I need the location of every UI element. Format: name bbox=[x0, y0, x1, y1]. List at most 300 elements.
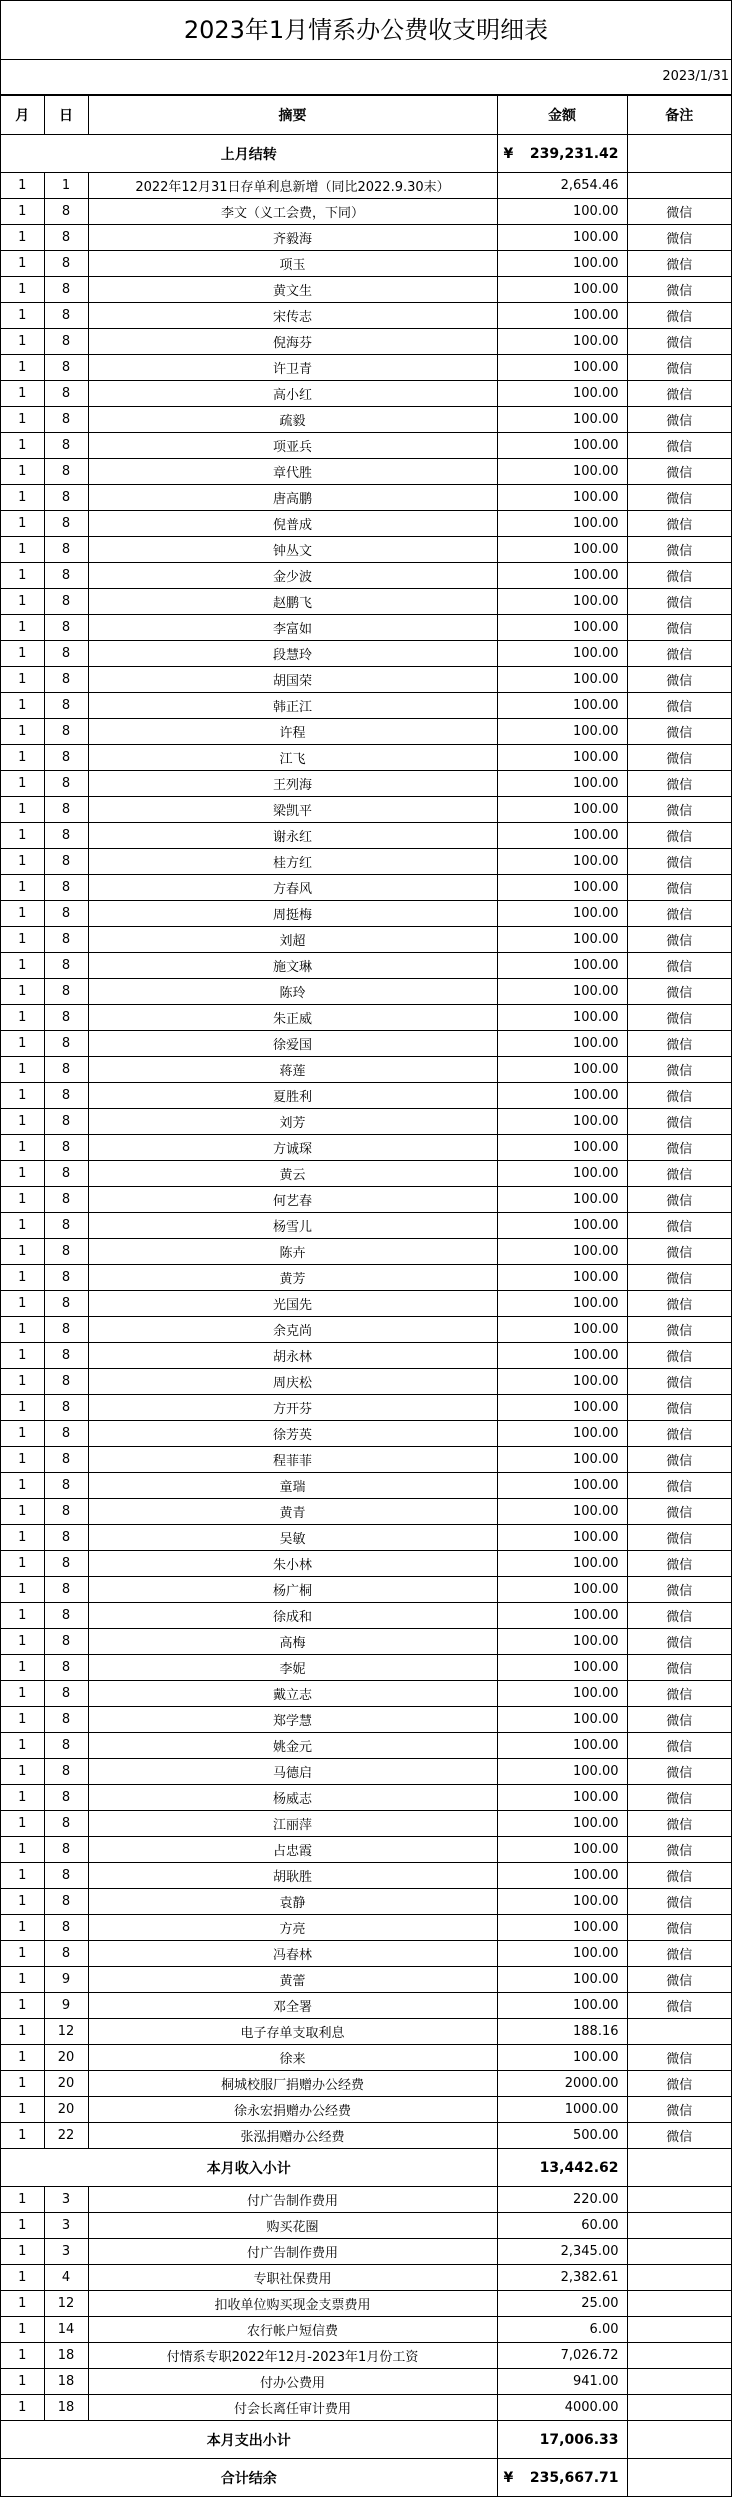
table-row bbox=[1, 2213, 731, 2239]
table-row bbox=[1, 2097, 731, 2123]
table-row bbox=[1, 1239, 731, 1265]
cell-amount: 100.00 bbox=[497, 979, 627, 1005]
cell-note bbox=[627, 2265, 731, 2291]
expense-subtotal-amount: 17,006.33 bbox=[497, 2421, 627, 2459]
cell-day: 8 bbox=[44, 1473, 88, 1499]
cell-month: 1 bbox=[1, 771, 44, 797]
cell-note: 微信 bbox=[627, 329, 731, 355]
cell-amount: 100.00 bbox=[497, 615, 627, 641]
cell-summary: 袁静 bbox=[88, 1889, 497, 1915]
cell-summary: 刘芳 bbox=[88, 1109, 497, 1135]
cell-amount: 100.00 bbox=[497, 1447, 627, 1473]
cell-amount: 100.00 bbox=[497, 719, 627, 745]
cell-note: 微信 bbox=[627, 901, 731, 927]
table-row bbox=[1, 329, 731, 355]
table-row bbox=[1, 1369, 731, 1395]
cell-note: 微信 bbox=[627, 1733, 731, 1759]
cell-summary: 付情系专职2022年12月-2023年1月份工资 bbox=[88, 2343, 497, 2369]
cell-day: 8 bbox=[44, 771, 88, 797]
cell-note bbox=[627, 2019, 731, 2045]
cell-amount: 100.00 bbox=[497, 1993, 627, 2019]
table-row bbox=[1, 1759, 731, 1785]
cell-day: 8 bbox=[44, 953, 88, 979]
income-subtotal-row bbox=[1, 2149, 731, 2187]
cell-summary: 江丽萍 bbox=[88, 1811, 497, 1837]
cell-note: 微信 bbox=[627, 1447, 731, 1473]
cell-amount: 100.00 bbox=[497, 589, 627, 615]
cell-day: 8 bbox=[44, 1187, 88, 1213]
table-row bbox=[1, 2291, 731, 2317]
cell-month: 1 bbox=[1, 173, 44, 199]
cell-month: 1 bbox=[1, 355, 44, 381]
cell-month: 1 bbox=[1, 1109, 44, 1135]
cell-summary: 王列海 bbox=[88, 771, 497, 797]
cell-day: 18 bbox=[44, 2369, 88, 2395]
table-row bbox=[1, 1681, 731, 1707]
cell-day: 8 bbox=[44, 615, 88, 641]
cell-month: 1 bbox=[1, 1343, 44, 1369]
cell-summary: 杨雪儿 bbox=[88, 1213, 497, 1239]
cell-amount: 100.00 bbox=[497, 901, 627, 927]
table-row bbox=[1, 1187, 731, 1213]
cell-day: 8 bbox=[44, 1785, 88, 1811]
cell-month: 1 bbox=[1, 277, 44, 303]
table-row bbox=[1, 381, 731, 407]
cell-summary: 黄芳 bbox=[88, 1265, 497, 1291]
cell-summary: 蒋莲 bbox=[88, 1057, 497, 1083]
cell-summary: 徐成和 bbox=[88, 1603, 497, 1629]
cell-month: 1 bbox=[1, 1967, 44, 1993]
cell-month: 1 bbox=[1, 459, 44, 485]
cell-month: 1 bbox=[1, 719, 44, 745]
cell-note: 微信 bbox=[627, 823, 731, 849]
cell-summary: 徐来 bbox=[88, 2045, 497, 2071]
table-row bbox=[1, 563, 731, 589]
table-row bbox=[1, 615, 731, 641]
cell-month: 1 bbox=[1, 1213, 44, 1239]
cell-amount: 100.00 bbox=[497, 1187, 627, 1213]
income-rows bbox=[1, 173, 731, 2149]
table-row bbox=[1, 2395, 731, 2421]
ledger-body bbox=[1, 96, 731, 173]
cell-month: 1 bbox=[1, 953, 44, 979]
table-row bbox=[1, 1265, 731, 1291]
cell-summary: 黄蕾 bbox=[88, 1967, 497, 1993]
cell-summary: 高小红 bbox=[88, 381, 497, 407]
cell-summary: 农行帐户短信费 bbox=[88, 2317, 497, 2343]
cell-amount: 100.00 bbox=[497, 1811, 627, 1837]
cell-note: 微信 bbox=[627, 771, 731, 797]
table-row bbox=[1, 1057, 731, 1083]
cell-month: 1 bbox=[1, 1681, 44, 1707]
cell-summary: 赵鹏飞 bbox=[88, 589, 497, 615]
cell-amount: 100.00 bbox=[497, 1083, 627, 1109]
cell-day: 8 bbox=[44, 641, 88, 667]
table-row bbox=[1, 1161, 731, 1187]
cell-note: 微信 bbox=[627, 303, 731, 329]
cell-month: 1 bbox=[1, 1161, 44, 1187]
cell-note: 微信 bbox=[627, 1317, 731, 1343]
cell-month: 1 bbox=[1, 251, 44, 277]
cell-day: 8 bbox=[44, 875, 88, 901]
cell-summary: 黄文生 bbox=[88, 277, 497, 303]
cell-month: 1 bbox=[1, 1395, 44, 1421]
cell-amount: 100.00 bbox=[497, 1707, 627, 1733]
expense-subtotal-label: 本月支出小计 bbox=[1, 2421, 497, 2459]
cell-summary: 齐毅海 bbox=[88, 225, 497, 251]
cell-day: 20 bbox=[44, 2045, 88, 2071]
cell-day: 8 bbox=[44, 1915, 88, 1941]
expense-subtotal-note bbox=[627, 2421, 731, 2459]
cell-note: 微信 bbox=[627, 2097, 731, 2123]
cell-month: 1 bbox=[1, 1603, 44, 1629]
cell-day: 20 bbox=[44, 2071, 88, 2097]
opening-amount-cell bbox=[497, 135, 627, 173]
cell-month: 1 bbox=[1, 2097, 44, 2123]
cell-summary: 江飞 bbox=[88, 745, 497, 771]
cell-note: 微信 bbox=[627, 927, 731, 953]
cell-month: 1 bbox=[1, 745, 44, 771]
cell-month: 1 bbox=[1, 2369, 44, 2395]
cell-month: 1 bbox=[1, 2123, 44, 2149]
cell-note: 微信 bbox=[627, 1161, 731, 1187]
table-row bbox=[1, 1733, 731, 1759]
cell-summary: 章代胜 bbox=[88, 459, 497, 485]
cell-day: 8 bbox=[44, 1577, 88, 1603]
cell-note: 微信 bbox=[627, 199, 731, 225]
cell-amount: 100.00 bbox=[497, 1369, 627, 1395]
cell-month: 1 bbox=[1, 1629, 44, 1655]
cell-month: 1 bbox=[1, 1915, 44, 1941]
cell-note: 微信 bbox=[627, 1083, 731, 1109]
cell-month: 1 bbox=[1, 875, 44, 901]
cell-note: 微信 bbox=[627, 1681, 731, 1707]
cell-summary: 黄青 bbox=[88, 1499, 497, 1525]
cell-summary: 谢永红 bbox=[88, 823, 497, 849]
cell-summary: 付广告制作费用 bbox=[88, 2239, 497, 2265]
income-subtotal-label: 本月收入小计 bbox=[1, 2149, 497, 2187]
table-row bbox=[1, 199, 731, 225]
cell-amount: 100.00 bbox=[497, 199, 627, 225]
cell-note: 微信 bbox=[627, 459, 731, 485]
cell-month: 1 bbox=[1, 433, 44, 459]
table-row bbox=[1, 2343, 731, 2369]
cell-day: 8 bbox=[44, 1499, 88, 1525]
cell-day: 8 bbox=[44, 303, 88, 329]
expense-subtotal-row bbox=[1, 2421, 731, 2459]
cell-note bbox=[627, 173, 731, 199]
cell-note: 微信 bbox=[627, 2123, 731, 2149]
cell-month: 1 bbox=[1, 797, 44, 823]
cell-summary: 方诚琛 bbox=[88, 1135, 497, 1161]
cell-day: 18 bbox=[44, 2343, 88, 2369]
table-row bbox=[1, 953, 731, 979]
table-row bbox=[1, 2317, 731, 2343]
cell-summary: 杨威志 bbox=[88, 1785, 497, 1811]
table-row bbox=[1, 1551, 731, 1577]
cell-amount: 100.00 bbox=[497, 1759, 627, 1785]
cell-amount: 100.00 bbox=[497, 2045, 627, 2071]
cell-day: 8 bbox=[44, 199, 88, 225]
cell-summary: 方开芬 bbox=[88, 1395, 497, 1421]
cell-summary: 戴立志 bbox=[88, 1681, 497, 1707]
cell-day: 8 bbox=[44, 277, 88, 303]
cell-summary: 倪海芬 bbox=[88, 329, 497, 355]
cell-amount: 100.00 bbox=[497, 1629, 627, 1655]
cell-month: 1 bbox=[1, 1863, 44, 1889]
cell-summary: 余克尚 bbox=[88, 1317, 497, 1343]
cell-amount: 100.00 bbox=[497, 355, 627, 381]
cell-day: 8 bbox=[44, 1629, 88, 1655]
cell-month: 1 bbox=[1, 1759, 44, 1785]
cell-amount: 100.00 bbox=[497, 641, 627, 667]
cell-note: 微信 bbox=[627, 251, 731, 277]
cell-day: 14 bbox=[44, 2317, 88, 2343]
cell-day: 18 bbox=[44, 2395, 88, 2421]
closing-amount-cell bbox=[497, 2459, 627, 2497]
table-row bbox=[1, 901, 731, 927]
cell-amount: 100.00 bbox=[497, 1681, 627, 1707]
table-row bbox=[1, 2019, 731, 2045]
cell-month: 1 bbox=[1, 199, 44, 225]
cell-day: 8 bbox=[44, 927, 88, 953]
cell-day: 8 bbox=[44, 251, 88, 277]
cell-note: 微信 bbox=[627, 589, 731, 615]
table-row bbox=[1, 1473, 731, 1499]
cell-amount: 100.00 bbox=[497, 251, 627, 277]
cell-note: 微信 bbox=[627, 1967, 731, 1993]
cell-amount: 100.00 bbox=[497, 1473, 627, 1499]
cell-note: 微信 bbox=[627, 797, 731, 823]
cell-amount: 100.00 bbox=[497, 1213, 627, 1239]
cell-month: 1 bbox=[1, 641, 44, 667]
cell-month: 1 bbox=[1, 927, 44, 953]
cell-month: 1 bbox=[1, 1031, 44, 1057]
cell-day: 8 bbox=[44, 1759, 88, 1785]
cell-month: 1 bbox=[1, 537, 44, 563]
closing-amount: 235,667.71 bbox=[529, 2469, 619, 2486]
cell-summary: 胡国荣 bbox=[88, 667, 497, 693]
cell-month: 1 bbox=[1, 1811, 44, 1837]
cell-day: 8 bbox=[44, 1031, 88, 1057]
closing-balance-row bbox=[1, 2459, 731, 2497]
table-row bbox=[1, 1525, 731, 1551]
table-row bbox=[1, 823, 731, 849]
cell-summary: 高梅 bbox=[88, 1629, 497, 1655]
cell-note: 微信 bbox=[627, 719, 731, 745]
cell-summary: 金少波 bbox=[88, 563, 497, 589]
table-row bbox=[1, 1395, 731, 1421]
cell-month: 1 bbox=[1, 667, 44, 693]
opening-label: 上月结转 bbox=[1, 135, 497, 173]
cell-note: 微信 bbox=[627, 745, 731, 771]
cell-day: 8 bbox=[44, 745, 88, 771]
cell-month: 1 bbox=[1, 1291, 44, 1317]
cell-note bbox=[627, 2369, 731, 2395]
cell-amount: 100.00 bbox=[497, 693, 627, 719]
table-row bbox=[1, 1005, 731, 1031]
income-subtotal-note bbox=[627, 2149, 731, 2187]
cell-summary: 朱小林 bbox=[88, 1551, 497, 1577]
cell-amount: 100.00 bbox=[497, 303, 627, 329]
cell-day: 8 bbox=[44, 1109, 88, 1135]
cell-day: 12 bbox=[44, 2019, 88, 2045]
cell-summary: 许卫青 bbox=[88, 355, 497, 381]
cell-summary: 疏毅 bbox=[88, 407, 497, 433]
cell-note: 微信 bbox=[627, 1629, 731, 1655]
cell-day: 8 bbox=[44, 1707, 88, 1733]
opening-note bbox=[627, 135, 731, 173]
cell-day: 8 bbox=[44, 1083, 88, 1109]
cell-day: 8 bbox=[44, 693, 88, 719]
cell-day: 8 bbox=[44, 1395, 88, 1421]
cell-amount: 100.00 bbox=[497, 1655, 627, 1681]
cell-summary: 程菲菲 bbox=[88, 1447, 497, 1473]
cell-month: 1 bbox=[1, 2187, 44, 2213]
table-row bbox=[1, 1421, 731, 1447]
cell-day: 8 bbox=[44, 1941, 88, 1967]
cell-note: 微信 bbox=[627, 1759, 731, 1785]
table-row bbox=[1, 355, 731, 381]
cell-summary: 桐城校服厂捐赠办公经费 bbox=[88, 2071, 497, 2097]
cell-note: 微信 bbox=[627, 1811, 731, 1837]
cell-note: 微信 bbox=[627, 1057, 731, 1083]
cell-amount: 100.00 bbox=[497, 1265, 627, 1291]
table-row bbox=[1, 1109, 731, 1135]
cell-amount: 100.00 bbox=[497, 1031, 627, 1057]
cell-amount: 100.00 bbox=[497, 1733, 627, 1759]
cell-day: 9 bbox=[44, 1967, 88, 1993]
cell-month: 1 bbox=[1, 1265, 44, 1291]
table-row bbox=[1, 1707, 731, 1733]
table-row bbox=[1, 537, 731, 563]
cell-month: 1 bbox=[1, 225, 44, 251]
cell-note bbox=[627, 2239, 731, 2265]
cell-note: 微信 bbox=[627, 563, 731, 589]
cell-note: 微信 bbox=[627, 407, 731, 433]
cell-amount: 100.00 bbox=[497, 277, 627, 303]
table-row bbox=[1, 1889, 731, 1915]
table-row bbox=[1, 1863, 731, 1889]
cell-month: 1 bbox=[1, 1499, 44, 1525]
cell-day: 20 bbox=[44, 2097, 88, 2123]
cell-day: 8 bbox=[44, 1447, 88, 1473]
cell-day: 9 bbox=[44, 1993, 88, 2019]
cell-amount: 100.00 bbox=[497, 1941, 627, 1967]
cell-note: 微信 bbox=[627, 277, 731, 303]
cell-month: 1 bbox=[1, 901, 44, 927]
cell-month: 1 bbox=[1, 303, 44, 329]
table-row bbox=[1, 1083, 731, 1109]
cell-day: 8 bbox=[44, 1889, 88, 1915]
cell-month: 1 bbox=[1, 2343, 44, 2369]
cell-note: 微信 bbox=[627, 875, 731, 901]
cell-amount: 100.00 bbox=[497, 1135, 627, 1161]
cell-note: 微信 bbox=[627, 2071, 731, 2097]
cell-summary: 周庆松 bbox=[88, 1369, 497, 1395]
cell-note bbox=[627, 2317, 731, 2343]
cell-summary: 扣收单位购买现金支票费用 bbox=[88, 2291, 497, 2317]
cell-summary: 胡永林 bbox=[88, 1343, 497, 1369]
table-row bbox=[1, 1837, 731, 1863]
cell-summary: 李富如 bbox=[88, 615, 497, 641]
cell-amount: 100.00 bbox=[497, 927, 627, 953]
cell-note: 微信 bbox=[627, 849, 731, 875]
cell-month: 1 bbox=[1, 1187, 44, 1213]
cell-note: 微信 bbox=[627, 485, 731, 511]
table-row bbox=[1, 719, 731, 745]
cell-summary: 方春风 bbox=[88, 875, 497, 901]
cell-note: 微信 bbox=[627, 433, 731, 459]
cell-amount: 100.00 bbox=[497, 1967, 627, 1993]
table-row bbox=[1, 173, 731, 199]
cell-amount: 4000.00 bbox=[497, 2395, 627, 2421]
cell-month: 1 bbox=[1, 2213, 44, 2239]
cell-month: 1 bbox=[1, 1525, 44, 1551]
cell-month: 1 bbox=[1, 1447, 44, 1473]
table-row bbox=[1, 511, 731, 537]
table-row bbox=[1, 875, 731, 901]
cell-amount: 1000.00 bbox=[497, 2097, 627, 2123]
cell-amount: 100.00 bbox=[497, 1785, 627, 1811]
cell-amount: 100.00 bbox=[497, 1395, 627, 1421]
cell-summary: 唐高鹏 bbox=[88, 485, 497, 511]
cell-note: 微信 bbox=[627, 1343, 731, 1369]
table-row bbox=[1, 2265, 731, 2291]
cell-day: 8 bbox=[44, 1811, 88, 1837]
cell-summary: 杨广桐 bbox=[88, 1577, 497, 1603]
cell-month: 1 bbox=[1, 2265, 44, 2291]
header-summary: 摘要 bbox=[88, 96, 497, 135]
cell-note: 微信 bbox=[627, 1499, 731, 1525]
header-day: 日 bbox=[44, 96, 88, 135]
cell-month: 1 bbox=[1, 823, 44, 849]
cell-summary: 黄云 bbox=[88, 1161, 497, 1187]
cell-note: 微信 bbox=[627, 1369, 731, 1395]
cell-month: 1 bbox=[1, 1473, 44, 1499]
header-amount: 金额 bbox=[497, 96, 627, 135]
cell-note: 微信 bbox=[627, 355, 731, 381]
cell-note: 微信 bbox=[627, 615, 731, 641]
cell-day: 8 bbox=[44, 1837, 88, 1863]
cell-note: 微信 bbox=[627, 537, 731, 563]
cell-summary: 陈玲 bbox=[88, 979, 497, 1005]
cell-note: 微信 bbox=[627, 1005, 731, 1031]
cell-summary: 何艺春 bbox=[88, 1187, 497, 1213]
table-row bbox=[1, 1317, 731, 1343]
table-row bbox=[1, 2123, 731, 2149]
cell-day: 8 bbox=[44, 1239, 88, 1265]
table-row bbox=[1, 1993, 731, 2019]
cell-day: 8 bbox=[44, 719, 88, 745]
cell-amount: 100.00 bbox=[497, 1603, 627, 1629]
cell-summary: 刘超 bbox=[88, 927, 497, 953]
table-row bbox=[1, 2071, 731, 2097]
table-row bbox=[1, 303, 731, 329]
table-row bbox=[1, 979, 731, 1005]
cell-day: 3 bbox=[44, 2187, 88, 2213]
cell-day: 8 bbox=[44, 1733, 88, 1759]
cell-month: 1 bbox=[1, 1317, 44, 1343]
cell-note: 微信 bbox=[627, 1395, 731, 1421]
cell-day: 8 bbox=[44, 1525, 88, 1551]
cell-amount: 100.00 bbox=[497, 875, 627, 901]
cell-summary: 李妮 bbox=[88, 1655, 497, 1681]
table-row bbox=[1, 745, 731, 771]
cell-month: 1 bbox=[1, 1239, 44, 1265]
cell-summary: 徐永宏捐赠办公经费 bbox=[88, 2097, 497, 2123]
table-row bbox=[1, 1577, 731, 1603]
